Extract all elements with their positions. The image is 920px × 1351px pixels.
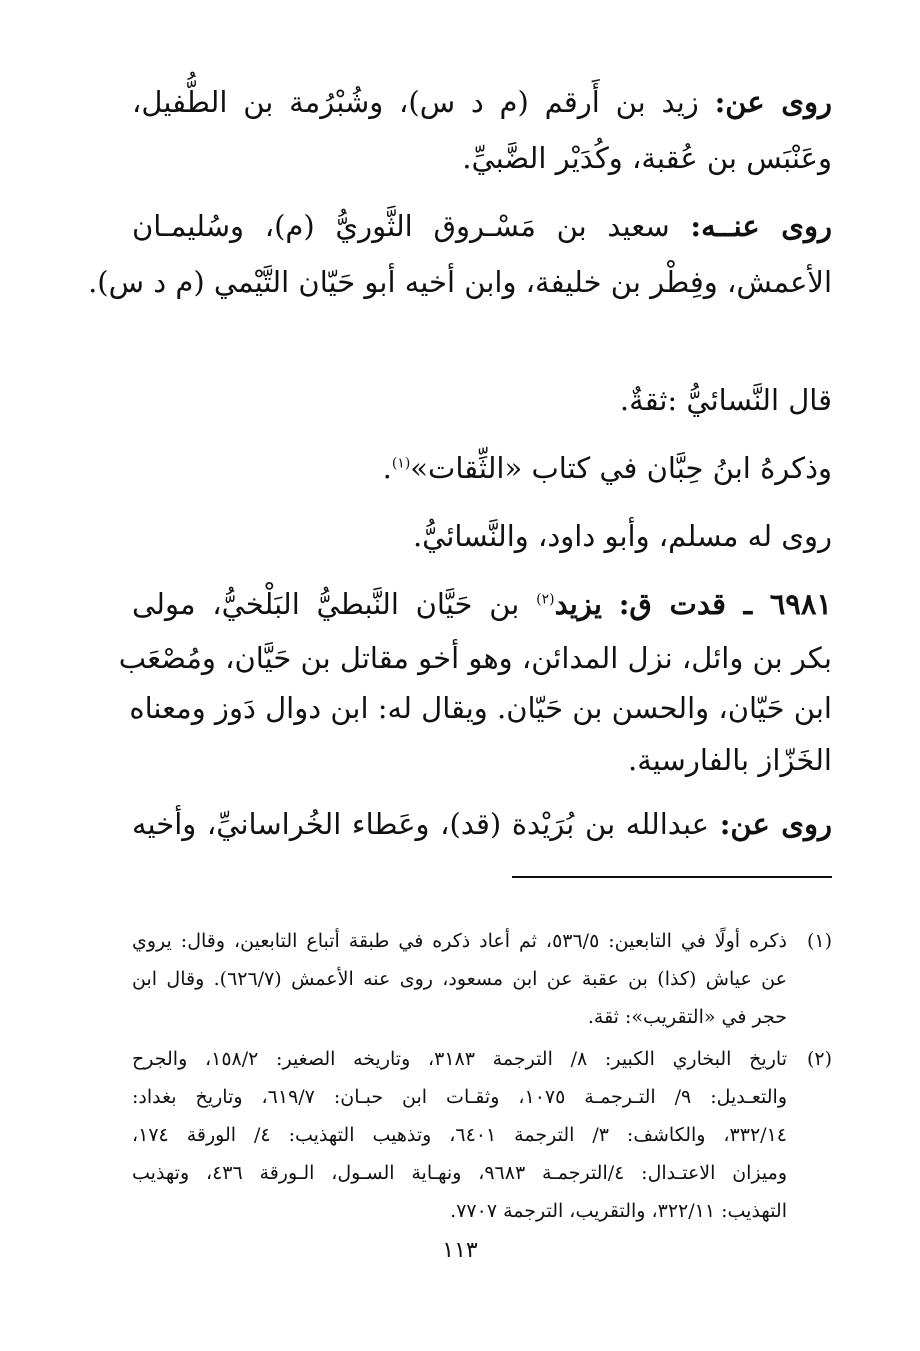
riwa-anhu-text-1: سعيد بن مَسْـروق الثَّوريُّ (م)، وسُليمـان bbox=[132, 209, 670, 243]
footnote-2-line-3: ٣٣٢/١٤، والكاشف: ٣/ الترجمة ٦٤٠١، وتذهيب التهذيب: ٤/ الورقة ١٧٤، bbox=[132, 1124, 787, 1146]
rawa-lahu-statement: روى له مسلم، وأبو داود، والنَّسائيُّ. bbox=[412, 519, 832, 553]
riwa-anhu-label: روى عنــه: bbox=[690, 209, 833, 243]
riwa-an-1-line-1 bbox=[132, 82, 832, 122]
nasai-statement: قال النَّسائيُّ :ثقةٌ. bbox=[619, 383, 832, 417]
riwa-an-2-text-1: عبدالله بن بُرَيْدة (قد)، وعَطاء الخُراسانيِّ، وأخيه bbox=[132, 807, 710, 841]
entry-6981-line-3: ابن حَيّان، والحسن بن حَيّان. ويقال له: ابن دوال دَوز ومعناه bbox=[129, 691, 832, 725]
footnote-ref-1: (١) bbox=[391, 455, 411, 472]
page-number: ١١٣ bbox=[442, 1238, 478, 1263]
entry-6981-line-4: الخَزّاز بالفارسية. bbox=[628, 743, 832, 777]
riwa-an-2-label: روى عن: bbox=[719, 807, 833, 841]
riwa-an-label: روى عن: bbox=[714, 85, 833, 119]
footnote-1-line-2: عن عياش (كذا) بن عقبة عن ابن مسعود، روى عنه الأعمش (٦٢٦/٧). وقال ابن bbox=[132, 968, 787, 990]
footnote-2-line-1: تاريخ البخاري الكبير: ٨/ الترجمة ٣١٨٣، وتاريخه الصغير: ١٥٨/٢، والجرح bbox=[132, 1048, 787, 1070]
footnote-2-line-2: والتعـديل: ٩/ التـرجمـة ١٠٧٥، وثقـات ابن حبـان: ٦١٩/٧، وتاريخ بغداد: bbox=[132, 1086, 787, 1108]
footnote-2-number: (٢) bbox=[806, 1048, 832, 1070]
riwa-an-2-line-1 bbox=[132, 804, 832, 844]
footnote-ref-2: (٢) bbox=[536, 591, 555, 608]
ibn-hibban-statement bbox=[132, 448, 832, 488]
footnote-1-line-3: حجر في «التقريب»: ثقة. bbox=[587, 1006, 787, 1028]
entry-6981-text-1: بن حَيَّان النَّبطيُّ البَلْخيُّ، مولى bbox=[132, 587, 520, 621]
riwa-an-1-text-1: زيد بن أَرقم (م د س)، وشُبْرُمة بن الطُّفيل، bbox=[132, 85, 699, 119]
footnote-separator bbox=[512, 876, 832, 878]
riwa-an-1-line-2: وعَنْبَس بن عُقبة، وكُدَيْر الضَّبيِّ. bbox=[462, 141, 832, 175]
footnote-1-line-1: ذكره أولًا في التابعين: ٥٣٦/٥، ثم أعاد ذكره في طبقة أتباع التابعين، وقال: يروي bbox=[132, 930, 787, 952]
riwa-anhu-line-2: الأعمش، وفِطْر بن خليفة، وابن أخيه أبو حَيّان التَّيْمي (م د س). bbox=[88, 265, 832, 299]
entry-6981-name: يزيد bbox=[554, 587, 602, 621]
footnote-2-line-4: وميزان الاعتـدال: ٤/الترجمـة ٩٦٨٣، ونهـاية السـول، الـورقة ٤٣٦، وتهذيب bbox=[132, 1162, 787, 1184]
ibn-hibban-end: . bbox=[382, 451, 392, 485]
footnote-1-number: (١) bbox=[806, 930, 832, 952]
footnote-2-line-5: التهذيب: ٣٢٢/١١، والتقريب، الترجمة ٧٧٠٧. bbox=[450, 1200, 787, 1222]
entry-6981-line-1 bbox=[132, 584, 832, 624]
entry-6981-label: ٦٩٨١ ـ قدت ق: bbox=[618, 587, 833, 621]
entry-6981-line-2: بكر بن وائل، نزل المدائن، وهو أخو مقاتل بن حَيَّان، ومُصْعَب bbox=[118, 641, 832, 675]
riwa-anhu-line-1 bbox=[132, 206, 832, 246]
ibn-hibban-text: وذكرهُ ابنُ حِبَّان في كتاب «الثِّقات» bbox=[410, 451, 832, 485]
